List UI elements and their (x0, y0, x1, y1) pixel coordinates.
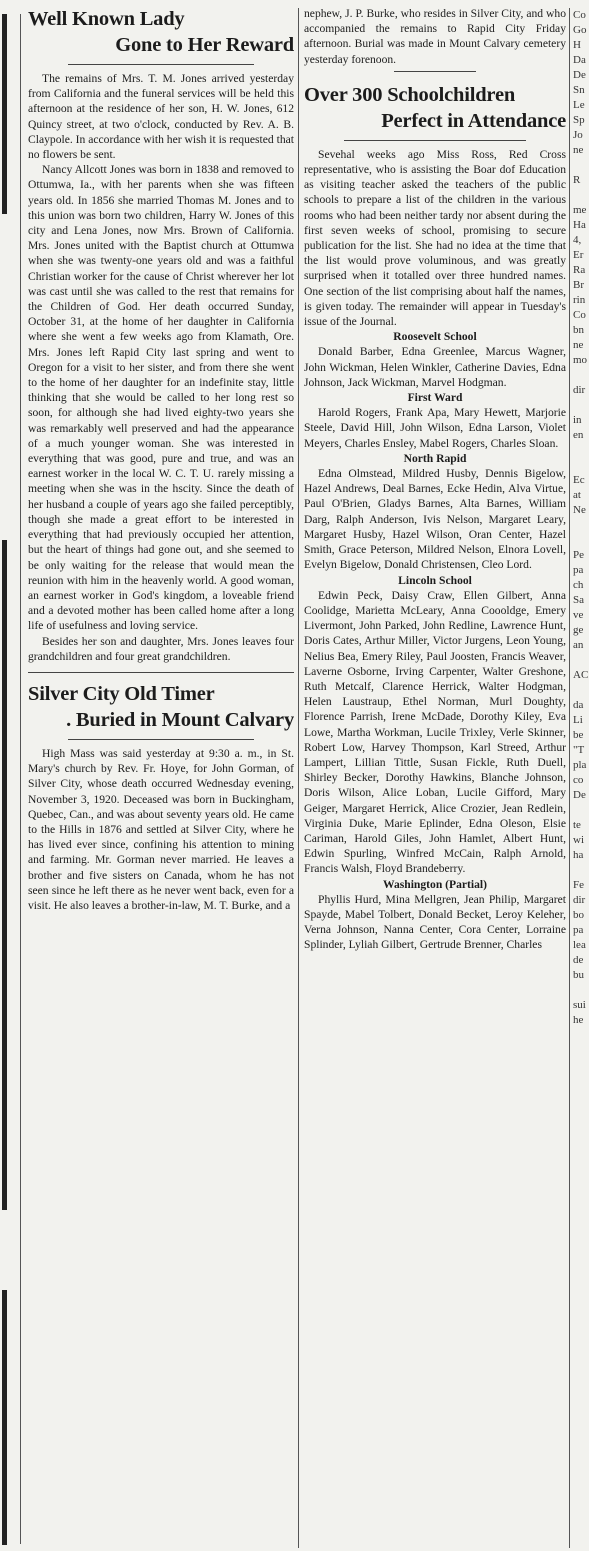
student-list: Edwin Peck, Daisy Craw, Ellen Gilbert, Anna Coolidge, Marietta McLeary, Anna Coooldge, Emery Livermont, John Parked, John Redline, Lawrence Hunt, Doris Cates, Arthur Miller, Victor Jurgens, Leon Young, Nelius Bea, Emery Riley, Paul Joosten, Francis Weaver, Laverne Osborne, Irving Carpenter, Walter Greshone, Ruth Metcalf, Clarence Herrick, Walter Hodgman, Helen Laustraup, Ethel Norman, Murl Doughty, Florence Parrish, Irene McDade, Dorothy Kiley, Eva Lowe, Martha Workman, Lucile Trixley, Verle Skinner, Robert Low, Harvey Thompson, Karl Streed, Arthur Lampert, Lillian Tittle, Susan Fickle, Ruth Duell, Shirley Becker, Dorothy Hawkins, Blanche Johnson, Doris Wilson, Alice Loban, Lucile Gifford, Mary Geiger, Margaret Herrick, Alice Crozier, Jean Redlein, Virginia Duke, Marie Eplinder, Edna Oleson, Elsie Cariman, Harold Giles, John Hamlet, Albert Hunt, Edwin Spurling, Winfred McCain, Ralph Arnold, Francis Walsh, Floyd Brandeberry. (304, 588, 566, 876)
obituary-jones (28, 6, 294, 664)
edge-fragment: ge (573, 624, 584, 636)
edge-fragment: pa (573, 564, 584, 576)
article-divider (28, 672, 294, 673)
edge-fragment (573, 188, 589, 203)
article-divider (394, 71, 476, 72)
edge-fragment: Da (573, 54, 586, 66)
edge-fragment: me (573, 204, 587, 216)
headline-divider (68, 739, 254, 740)
edge-fragment: Go (573, 24, 587, 36)
school-heading: North Rapid (403, 451, 467, 465)
edge-fragment: Br (573, 279, 584, 291)
student-list: Donald Barber, Edna Greenlee, Marcus Wagner, John Wickman, Helen Winkler, Catherine Davies, Edna Johnson, Jack Wickman, Marvel Hodgman. (304, 345, 566, 389)
student-list: Harold Rogers, Frank Apa, Mary Hewett, Marjorie Steele, David Hill, John Wilson, Edna Larson, Violet Meyers, Charles Ensley, Mabel Rogers, Charles Sloan. (304, 406, 566, 450)
edge-fragment (573, 983, 589, 998)
edge-fragment: Ec (573, 474, 585, 486)
edge-fragment: be (573, 729, 584, 741)
edge-fragment: AC (573, 669, 589, 681)
paragraph: Besides her son and daughter, Mrs. Jones leaves four grandchildren and four great grandchildren. (28, 634, 294, 663)
edge-fragment: lea (573, 939, 586, 951)
left-margin-bar (2, 14, 7, 214)
student-list: Phyllis Hurd, Mina Mellgren, Jean Philip, Margaret Spayde, Mabel Tolbert, Donald Becket, Leroy Keleher, Verna Johnson, Nanna Center, Cora Center, Lorraine Splinder, Lyliah Gilbert, Gertrude Brenner, Charles (304, 892, 566, 952)
headline-line-2: Gone to Her Reward (115, 34, 294, 56)
edge-fragment: Li (573, 714, 583, 726)
edge-fragment: Sp (573, 114, 585, 126)
edge-fragment (573, 683, 589, 698)
edge-fragment: Ra (573, 264, 586, 276)
edge-fragment: in (573, 414, 582, 426)
edge-fragment: Jo (573, 129, 583, 141)
school-heading: Roosevelt School (393, 330, 477, 344)
edge-fragment: De (573, 789, 586, 801)
headline-line-1: Silver City Old Timer (28, 682, 215, 705)
edge-fragment: Ne (573, 504, 586, 516)
paragraph: Nancy Allcott Jones was born in 1838 and removed to Ottumwa, Ia., with her parents when she was fifteen years old. In 1856 she married Thomas M. Jones and to this union was born two children, Harry W. Jones of this city and Lena Jones, now Mrs. Brown of California. Mrs. Jones united with the Baptist church at Ottumwa when she was twenty-one years old and was a faithful Christian worker for the cause of Christ wherever her lot was cast until she was called to the rest that remains for the Children of God. Her death occurred Sunday, October 31, at the home of her daughter in California where she went a few weeks ago from Klamath, Ore. Mrs. Jones left Rapid City last spring and went to Oregon for a visit to her sister, and from there she went to the home of her daughter for an indefinite stay, little thinking that she would be called to her long rest so soon, for although she had lived eighty-two years she was remarkably well preserved and had the appearance of a much younger woman. She was interested in everything that was good, pure and true, and was an earnest worker in the local W. C. T. U. rarely missing a meeting when she was in the hscity. Since the death of her husband a couple of years ago she failed perceptibly, though she made a great effort to be interested in everything that had previously occupied her attention, but the heart of things had gone out, and she seemed to be only waiting for the release that would mean the reunion with him in the heavenly world. A good woman, an earnest worker in God's kingdom, a loveable friend and a devoted mother has been called home after a long life of usefulness and loving service. (28, 163, 294, 633)
headline (304, 82, 566, 134)
left-margin-bar (2, 540, 7, 1210)
adjacent-column-fragment (573, 8, 589, 1548)
edge-fragment: Er (573, 249, 584, 261)
edge-fragment: da (573, 699, 584, 711)
school-heading: First Ward (407, 391, 463, 405)
school-heading: Lincoln School (398, 573, 472, 587)
edge-fragment: ne (573, 144, 584, 156)
edge-fragment (573, 803, 589, 818)
edge-fragment: sui (573, 999, 586, 1011)
edge-fragment (573, 398, 589, 413)
edge-fragment: dir (573, 384, 586, 396)
edge-fragment: mo (573, 354, 588, 366)
paragraph: The remains of Mrs. T. M. Jones arrived yesterday from California and the funeral services will be held this afternoon at the residence of her son, H. W. Jones, 612 Quincy street, at two o'clock, conducted by Rev. A. B. Claypole. In accordance with her wish it is requested that no flowers be sent. (28, 72, 294, 162)
student-list: Edna Olmstead, Mildred Husby, Dennis Bigelow, Hazel Andrews, Deal Barnes, Ecke Hedin, Alva Virtue, Paul O'Brien, Gladys Barnes, Alta Barnes, William Darg, Ralph Anderson, Ivis Nelson, Margaret Leary, Margaret Husby, Hazel Wilson, Oran Center, Hazel Smith, Grace Peterson, Mildred Nelson, Elnora Lovell, Evelyn Bigelow, Donald Christensen, Cleo Lord. (304, 467, 566, 572)
edge-fragment: de (573, 954, 584, 966)
edge-fragment (573, 368, 589, 383)
edge-fragment: 4, (573, 234, 582, 246)
headline-line-2: Perfect in Attendance (381, 109, 566, 132)
edge-fragment (573, 863, 589, 878)
edge-fragment (573, 158, 589, 173)
edge-fragment: Sa (573, 594, 584, 606)
edge-fragment (573, 653, 589, 668)
edge-fragment: rin (573, 294, 586, 306)
right-column-rule (569, 8, 570, 1548)
edge-fragment: co (573, 774, 584, 786)
edge-fragment: Ha (573, 219, 586, 231)
center-column-rule (298, 8, 299, 1548)
edge-fragment: dir (573, 894, 586, 906)
edge-fragment: Sn (573, 84, 585, 96)
edge-fragment: ne (573, 339, 584, 351)
edge-fragment: H (573, 39, 581, 51)
edge-fragment (573, 518, 589, 533)
edge-fragment: Pe (573, 549, 584, 561)
edge-fragment: en (573, 429, 584, 441)
edge-fragment: Co (573, 309, 586, 321)
right-column (304, 6, 566, 953)
headline-divider (68, 64, 254, 65)
headline (28, 6, 294, 58)
attendance-article (304, 82, 566, 953)
edge-fragment: Fe (573, 879, 584, 891)
headline-line-1: Well Known Lady (28, 8, 185, 30)
left-margin-bar (2, 1290, 7, 1545)
edge-fragment: te (573, 819, 581, 831)
headline (28, 681, 294, 733)
edge-fragment: an (573, 639, 584, 651)
edge-fragment: Co (573, 9, 586, 21)
edge-fragment (573, 533, 589, 548)
left-column-rule (20, 14, 21, 1544)
edge-fragment: ha (573, 849, 584, 861)
edge-fragment (573, 458, 589, 473)
edge-fragment: pla (573, 759, 587, 771)
edge-fragment: Le (573, 99, 585, 111)
edge-fragment: at (573, 489, 581, 501)
headline-divider (344, 140, 526, 141)
edge-fragment: ch (573, 579, 584, 591)
headline-line-2: . Buried in Mount Calvary (66, 708, 294, 731)
paragraph: High Mass was said yesterday at 9:30 a. m., in St. Mary's church by Rev. Fr. Hoye, for John Gorman, of Silver City, whose death occurred Wednesday evening, November 3, 1920. Deceased was born in Buckingham, Quebec, Can., and was about seventy years old. He came to the Hills in 1876 and settled at Silver City, where he has lived ever since, confining his attention to mining and farming. Mr. Gorman never married. He leaves a brother and five sisters on Canada, whom he has not seen since he left there as he never went back, even for a visit. He also leaves a brother-in-law, M. T. Burke, and a (28, 746, 294, 912)
edge-fragment: wi (573, 834, 584, 846)
edge-fragment: bo (573, 909, 584, 921)
edge-fragment (573, 443, 589, 458)
edge-fragment: bu (573, 969, 584, 981)
continued-paragraph: nephew, J. P. Burke, who resides in Silver City, and who accompanied the remains to Rapid City Friday afternoon. Burial was made in Mount Calvary cemetery yesterday forenoon. (304, 7, 566, 66)
school-heading: Washington (Partial) (382, 877, 488, 891)
left-column (28, 6, 294, 913)
obituary-gorman (28, 681, 294, 913)
intro-paragraph: Sevehal weeks ago Miss Ross, Red Cross representative, who is assisting the Boar dof Education as visiting teacher asked the teachers of the public schools to prepare a list of the children in the various rooms who had been neither tardy nor absent during the first seven weeks of school, promising to secure publication for the list. She had no idea at the time that the list would prove voluminous, and was greatly surprised when it totalled over three hundred names. One section of the list comprising about half the names, is given today. The remainder will appear in Tuesday's issue of the Journal. (304, 147, 566, 329)
edge-fragment: he (573, 1014, 584, 1026)
edge-fragment: R (573, 174, 581, 186)
edge-fragment: "T (573, 744, 585, 756)
headline-line-1: Over 300 Schoolchildren (304, 83, 516, 106)
edge-fragment: bn (573, 324, 584, 336)
edge-fragment: pa (573, 924, 584, 936)
edge-fragment: ve (573, 609, 584, 621)
edge-fragment: De (573, 69, 586, 81)
